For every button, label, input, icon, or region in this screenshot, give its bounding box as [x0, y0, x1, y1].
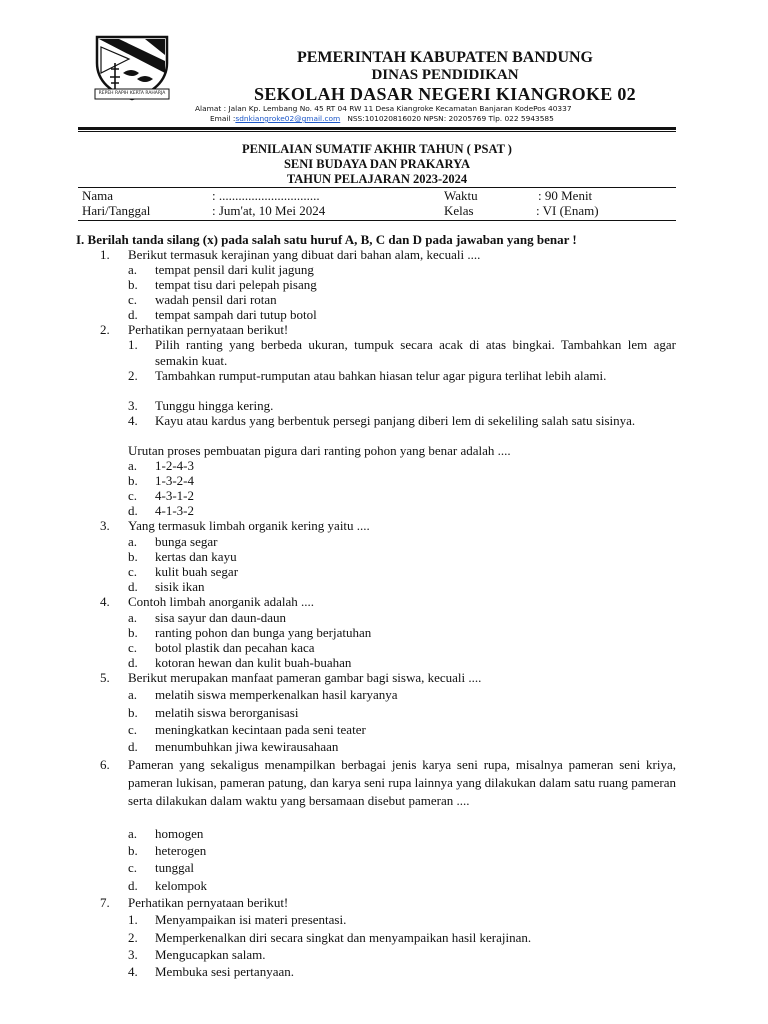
option-text: meningkatkan kecintaan pada seni teater [155, 722, 366, 737]
option-letter: a. [128, 826, 138, 841]
option-text: 4-3-1-2 [155, 488, 194, 503]
question-text: Berikut merupakan manfaat pameran gambar bagi siswa, kecuali .... [128, 670, 482, 685]
kelas-value: : VI (Enam) [536, 203, 599, 218]
option-text: tempat tisu dari pelepah pisang [155, 277, 317, 292]
option-letter: a. [128, 458, 138, 473]
option-letter: b. [128, 705, 138, 720]
nama-value: : ............................... [212, 188, 320, 203]
option-letter: c. [128, 292, 138, 307]
step-number: 1. [128, 337, 138, 352]
step-number: 3. [128, 398, 138, 413]
option-letter: d. [128, 739, 138, 754]
option-text: botol plastik dan pecahan kaca [155, 640, 315, 655]
option-letter: a. [128, 687, 138, 702]
option-letter: d. [128, 579, 138, 594]
exam-title-1: PENILAIAN SUMATIF AKHIR TAHUN ( PSAT ) [242, 142, 512, 156]
option-text: 4-1-3-2 [155, 503, 194, 518]
option-text: ranting pohon dan bunga yang berjatuhan [155, 625, 372, 640]
option-text: tempat sampah dari tutup botol [155, 307, 317, 322]
question-number: 2. [100, 322, 110, 337]
header-rule-thick [78, 127, 676, 130]
option-text: homogen [155, 826, 204, 841]
option-letter: c. [128, 640, 138, 655]
option-text: 1-2-4-3 [155, 458, 194, 473]
section-instruction: I. Berilah tanda silang (x) pada salah satu huruf A, B, C dan D pada jawaban yang benar ! [76, 232, 577, 247]
option-text: kotoran hewan dan kulit buah-buahan [155, 655, 352, 670]
question-number: 6. [100, 757, 110, 772]
question-text: Pameran yang sekaligus menampilkan berbagai jenis karya seni rupa, misalnya pameran seni kriya, pameran lukisan, pameran patung, dan karya seni rupa lainnya yang dilakukan dalam satu ruang pameran serta dilakukan dalam waktu yang bersamaan disebut pameran .... [128, 757, 676, 808]
step-number: 2. [128, 930, 138, 945]
option-text: kelompok [155, 878, 207, 893]
exam-title-2: SENI BUDAYA DAN PRAKARYA [283, 157, 471, 171]
option-letter: c. [128, 860, 138, 875]
waktu-label: Waktu [444, 188, 478, 203]
option-letter: a. [128, 534, 138, 549]
option-text: kulit buah segar [155, 564, 239, 579]
option-letter: d. [128, 307, 138, 322]
step-number: 3. [128, 947, 138, 962]
nama-label: Nama [82, 188, 114, 203]
step-text: Tunggu hingga kering. [155, 398, 274, 413]
option-letter: a. [128, 610, 138, 625]
question-text: Berikut termasuk kerajinan yang dibuat dari bahan alam, kecuali .... [128, 247, 481, 262]
option-text: melatih siswa memperkenalkan hasil karyanya [155, 687, 398, 702]
question-text: Perhatikan pernyataan berikut! [128, 322, 289, 337]
info-rule [78, 220, 676, 221]
option-text: kertas dan kayu [155, 549, 237, 564]
option-text: melatih siswa berorganisasi [155, 705, 299, 720]
hari-value: : Jum'at, 10 Mei 2024 [212, 203, 326, 218]
step-text: Kayu atau kardus yang berbentuk persegi panjang diberi lem di sekeliling salah satu sisinya. [155, 413, 636, 428]
school-contact [210, 114, 554, 123]
option-letter: d. [128, 655, 138, 670]
kelas-label: Kelas [444, 203, 474, 218]
step-number: 2. [128, 368, 138, 383]
option-text: tunggal [155, 860, 194, 875]
step-text: Mengucapkan salam. [155, 947, 266, 962]
option-text: tempat pensil dari kulit jagung [155, 262, 314, 277]
exam-title-3: TAHUN PELAJARAN 2023-2024 [286, 172, 468, 186]
option-letter: d. [128, 503, 138, 518]
question-number: 1. [100, 247, 110, 262]
option-letter: c. [128, 564, 138, 579]
option-letter: c. [128, 488, 138, 503]
waktu-value: : 90 Menit [538, 188, 593, 203]
option-text: bunga segar [155, 534, 218, 549]
email-link[interactable]: sdnkiangroke02@gmail.com [235, 114, 341, 123]
school-address: Alamat : Jalan Kp. Lembang No. 45 RT 04 RW 11 Desa Kiangroke Kecamatan Banjaran KodePos 40337 [195, 104, 572, 113]
school-ids: NSS:101020816020 NPSN: 20205769 Tlp. 022 5943585 [347, 114, 554, 123]
email-label: Email : [210, 114, 236, 123]
question-number: 7. [100, 895, 110, 910]
question-number: 5. [100, 670, 110, 685]
header-rule-thin [78, 131, 676, 132]
option-text: wadah pensil dari rotan [155, 292, 277, 307]
question-text: Perhatikan pernyataan berikut! [128, 895, 289, 910]
option-text: menumbuhkan jiwa kewirausahaan [155, 739, 339, 754]
option-letter: a. [128, 262, 138, 277]
question-prompt: Urutan proses pembuatan pigura dari ranting pohon yang benar adalah .... [128, 443, 511, 458]
option-letter: b. [128, 625, 138, 640]
header-line-2: DINAS PENDIDIKAN [371, 67, 519, 83]
option-letter: b. [128, 473, 138, 488]
header-line-1: PEMERINTAH KABUPATEN BANDUNG [296, 49, 593, 66]
step-number: 4. [128, 964, 138, 979]
option-text: sisa sayur dan daun-daun [155, 610, 287, 625]
option-letter: b. [128, 843, 138, 858]
option-text: heterogen [155, 843, 207, 858]
question-number: 3. [100, 518, 110, 533]
step-text: Memperkenalkan diri secara singkat dan menyampaikan hasil kerajinan. [155, 930, 532, 945]
school-name: SEKOLAH DASAR NEGERI KIANGROKE 02 [254, 84, 636, 104]
regency-logo [93, 33, 171, 103]
step-text: Pilih ranting yang berbeda ukuran, tumpuk secara acak di atas bingkai. Tambahkan lem agar semakin kuat. [155, 337, 676, 368]
option-letter: c. [128, 722, 138, 737]
option-letter: d. [128, 878, 138, 893]
step-text: Menyampaikan isi materi presentasi. [155, 912, 347, 927]
step-number: 4. [128, 413, 138, 428]
option-letter: b. [128, 277, 138, 292]
question-text: Contoh limbah anorganik adalah .... [128, 594, 315, 609]
step-number: 1. [128, 912, 138, 927]
hari-label: Hari/Tanggal [82, 203, 151, 218]
step-text: Membuka sesi pertanyaan. [155, 964, 294, 979]
question-number: 4. [100, 594, 110, 609]
logo-motto: REPEH RAPIH KERTA RAHARJA [98, 91, 166, 96]
option-text: sisik ikan [155, 579, 205, 594]
option-letter: b. [128, 549, 138, 564]
option-text: 1-3-2-4 [155, 473, 194, 488]
question-text: Yang termasuk limbah organik kering yaitu .... [128, 518, 370, 533]
step-text: Tambahkan rumput-rumputan atau bahkan hiasan telur agar pigura terlihat lebih alami. [155, 368, 607, 383]
